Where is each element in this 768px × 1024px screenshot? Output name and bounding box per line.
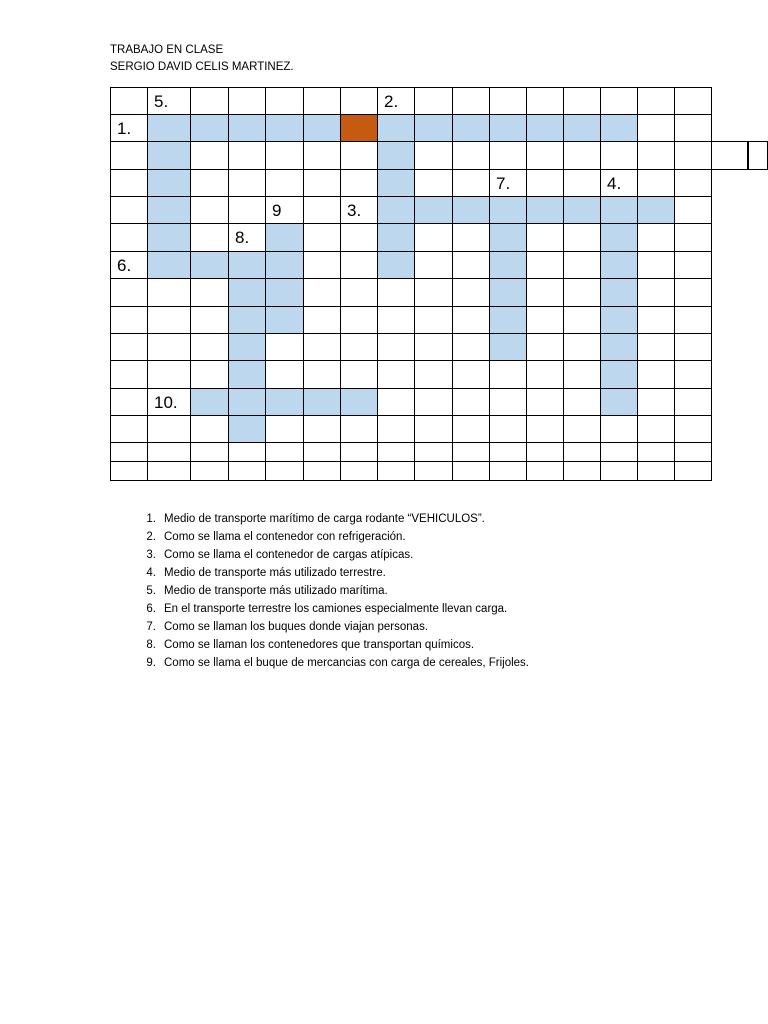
grid-cell bbox=[304, 279, 341, 307]
grid-cell bbox=[111, 389, 148, 416]
clue-text: Medio de transporte más utilizado marítima. bbox=[164, 585, 388, 597]
answer-cell bbox=[601, 197, 638, 224]
grid-cell bbox=[564, 462, 601, 481]
answer-cell bbox=[527, 197, 564, 224]
clue-text: Como se llaman los buques donde viajan personas. bbox=[164, 621, 429, 633]
answer-cell bbox=[341, 389, 378, 416]
grid-cell bbox=[111, 443, 148, 462]
clue-number-label: 3. bbox=[347, 201, 362, 220]
grid-cell bbox=[111, 224, 148, 252]
grid-cell bbox=[527, 334, 564, 361]
grid-cell bbox=[415, 224, 453, 252]
clue-number: 3. bbox=[146, 549, 156, 561]
grid-cell bbox=[638, 334, 675, 361]
grid-cell bbox=[378, 416, 415, 443]
answer-cell bbox=[453, 115, 490, 142]
grid-cell bbox=[415, 307, 453, 334]
grid-cell bbox=[638, 252, 675, 279]
grid-cell bbox=[111, 334, 148, 361]
grid-cell bbox=[675, 170, 712, 197]
answer-cell bbox=[490, 115, 527, 142]
grid-cell bbox=[304, 416, 341, 443]
answer-cell bbox=[229, 389, 266, 416]
grid-cell bbox=[148, 462, 191, 481]
grid-cell bbox=[191, 170, 229, 197]
grid-cell bbox=[266, 361, 304, 389]
grid-cell bbox=[638, 115, 675, 142]
grid-cell bbox=[601, 416, 638, 443]
grid-cell bbox=[304, 334, 341, 361]
grid-cell bbox=[341, 252, 378, 279]
clue-number: 5. bbox=[146, 585, 156, 597]
grid-cell bbox=[191, 279, 229, 307]
answer-cell bbox=[601, 224, 638, 252]
grid-cell bbox=[453, 334, 490, 361]
grid-cell bbox=[675, 197, 712, 224]
grid-cell bbox=[111, 307, 148, 334]
clue-item bbox=[120, 564, 760, 582]
grid-cell bbox=[229, 443, 266, 462]
grid-cell bbox=[415, 252, 453, 279]
answer-cell bbox=[490, 279, 527, 307]
clue-number-label: 5. bbox=[154, 92, 169, 111]
answer-cell bbox=[266, 115, 304, 142]
grid-cell bbox=[490, 142, 527, 170]
answer-cell bbox=[229, 115, 266, 142]
grid-cell bbox=[675, 443, 712, 462]
clue-number-label: 9 bbox=[272, 201, 282, 220]
grid-cell bbox=[453, 416, 490, 443]
answer-cell bbox=[638, 197, 675, 224]
answer-cell bbox=[601, 279, 638, 307]
answer-cell bbox=[191, 252, 229, 279]
grid-cell bbox=[304, 252, 341, 279]
answer-cell bbox=[266, 389, 304, 416]
grid-cell bbox=[564, 307, 601, 334]
grid-cell bbox=[453, 142, 490, 170]
grid-cell bbox=[148, 443, 191, 462]
grid-cell bbox=[675, 224, 712, 252]
grid-cell bbox=[601, 88, 638, 115]
grid-cell bbox=[229, 170, 266, 197]
clue-item bbox=[120, 600, 760, 618]
grid-cell bbox=[453, 462, 490, 481]
answer-cell bbox=[415, 115, 453, 142]
grid-cell bbox=[266, 142, 304, 170]
answer-cell bbox=[191, 115, 229, 142]
grid-cell bbox=[111, 416, 148, 443]
grid-cell bbox=[490, 462, 527, 481]
answer-cell bbox=[453, 197, 490, 224]
grid-cell bbox=[490, 416, 527, 443]
grid-cell bbox=[638, 416, 675, 443]
grid-cell bbox=[111, 170, 148, 197]
grid-cell bbox=[191, 88, 229, 115]
answer-cell bbox=[601, 115, 638, 142]
grid-cell bbox=[266, 443, 304, 462]
grid-cell bbox=[266, 88, 304, 115]
grid-cell bbox=[415, 389, 453, 416]
clue-item bbox=[120, 528, 760, 546]
grid-cell bbox=[564, 170, 601, 197]
answer-cell bbox=[601, 361, 638, 389]
grid-cell bbox=[304, 443, 341, 462]
grid-cell bbox=[527, 361, 564, 389]
grid-cell bbox=[564, 443, 601, 462]
grid-cell bbox=[564, 334, 601, 361]
grid-cell bbox=[341, 170, 378, 197]
grid-cell bbox=[341, 307, 378, 334]
grid-cell bbox=[266, 170, 304, 197]
answer-cell bbox=[229, 252, 266, 279]
grid-cell bbox=[453, 307, 490, 334]
grid-cell bbox=[111, 279, 148, 307]
answer-cell bbox=[304, 115, 341, 142]
clue-number: 8. bbox=[146, 639, 156, 651]
grid-cell bbox=[191, 416, 229, 443]
answer-cell bbox=[266, 224, 304, 252]
grid-cell bbox=[341, 416, 378, 443]
grid-cell bbox=[266, 416, 304, 443]
clue-number: 4. bbox=[146, 567, 156, 579]
clue-item bbox=[120, 582, 760, 600]
clue-number: 9. bbox=[146, 657, 156, 669]
answer-cell bbox=[148, 170, 191, 197]
grid-cell bbox=[341, 462, 378, 481]
answer-cell bbox=[266, 307, 304, 334]
grid-cell bbox=[564, 142, 601, 170]
clue-list bbox=[120, 510, 760, 672]
clue-item bbox=[120, 510, 760, 528]
grid-cell bbox=[415, 279, 453, 307]
answer-cell bbox=[378, 252, 415, 279]
grid-cell bbox=[675, 334, 712, 361]
grid-cell bbox=[453, 252, 490, 279]
answer-cell bbox=[229, 416, 266, 443]
grid-cell bbox=[564, 361, 601, 389]
grid-cell bbox=[415, 443, 453, 462]
clue-number-label: 1. bbox=[117, 119, 132, 138]
answer-cell bbox=[601, 252, 638, 279]
grid-cell bbox=[638, 361, 675, 389]
grid-cell bbox=[111, 361, 148, 389]
grid-cell bbox=[638, 307, 675, 334]
grid-cell bbox=[191, 462, 229, 481]
answer-cell bbox=[490, 197, 527, 224]
grid-cell bbox=[191, 142, 229, 170]
grid-cell bbox=[453, 224, 490, 252]
answer-cell bbox=[490, 334, 527, 361]
answer-cell bbox=[266, 279, 304, 307]
grid-cell bbox=[675, 115, 712, 142]
grid-cell bbox=[304, 142, 341, 170]
grid-cell bbox=[675, 462, 712, 481]
grid-cell bbox=[148, 416, 191, 443]
grid-cell bbox=[341, 443, 378, 462]
grid-cell bbox=[148, 279, 191, 307]
grid-cell bbox=[304, 170, 341, 197]
grid-cell bbox=[304, 88, 341, 115]
clue-text: En el transporte terrestre los camiones especialmente llevan carga. bbox=[164, 603, 508, 615]
grid-cell bbox=[378, 279, 415, 307]
grid-cell bbox=[191, 361, 229, 389]
clue-text: Medio de transporte más utilizado terrestre. bbox=[164, 567, 386, 579]
extra-grid-cell bbox=[749, 142, 768, 170]
grid-cell bbox=[601, 443, 638, 462]
grid-cell bbox=[229, 197, 266, 224]
grid-cell bbox=[453, 361, 490, 389]
grid-cell bbox=[453, 389, 490, 416]
grid-cell bbox=[378, 307, 415, 334]
clue-item bbox=[120, 618, 760, 636]
grid-cell bbox=[415, 462, 453, 481]
answer-cell bbox=[415, 197, 453, 224]
grid-cell bbox=[675, 279, 712, 307]
answer-cell bbox=[601, 307, 638, 334]
grid-cell bbox=[638, 462, 675, 481]
grid-cell bbox=[527, 416, 564, 443]
grid-cell bbox=[601, 142, 638, 170]
clue-number: 7. bbox=[146, 621, 156, 633]
grid-cell bbox=[638, 142, 675, 170]
grid-cell bbox=[191, 224, 229, 252]
answer-cell bbox=[304, 389, 341, 416]
answer-cell bbox=[378, 142, 415, 170]
answer-cell bbox=[490, 224, 527, 252]
grid-cell bbox=[564, 88, 601, 115]
grid-cell bbox=[527, 252, 564, 279]
grid-cell bbox=[111, 197, 148, 224]
answer-cell bbox=[378, 197, 415, 224]
grid-cell bbox=[229, 88, 266, 115]
grid-cell bbox=[341, 142, 378, 170]
grid-cell bbox=[415, 361, 453, 389]
answer-cell bbox=[527, 115, 564, 142]
grid-cell bbox=[415, 142, 453, 170]
answer-cell bbox=[378, 115, 415, 142]
grid-cell bbox=[564, 224, 601, 252]
grid-cell bbox=[415, 170, 453, 197]
answer-cell bbox=[229, 361, 266, 389]
grid-cell bbox=[378, 361, 415, 389]
grid-cell bbox=[527, 170, 564, 197]
grid-cell bbox=[415, 416, 453, 443]
grid-cell bbox=[638, 279, 675, 307]
clue-item bbox=[120, 546, 760, 564]
grid-cell bbox=[490, 361, 527, 389]
grid-cell bbox=[378, 334, 415, 361]
answer-cell bbox=[266, 252, 304, 279]
answer-cell bbox=[378, 224, 415, 252]
grid-cell bbox=[191, 197, 229, 224]
grid-cell bbox=[675, 142, 712, 170]
grid-cell bbox=[675, 252, 712, 279]
grid-cell bbox=[148, 307, 191, 334]
highlight-cell bbox=[341, 115, 378, 142]
clue-text: Medio de transporte marítimo de carga rodante “VEHICULOS”. bbox=[164, 513, 485, 525]
answer-cell bbox=[564, 197, 601, 224]
answer-cell bbox=[148, 224, 191, 252]
crossword-grid bbox=[0, 0, 768, 500]
grid-cell bbox=[490, 389, 527, 416]
grid-cell bbox=[304, 197, 341, 224]
grid-cell bbox=[527, 307, 564, 334]
clue-number-label: 8. bbox=[235, 228, 250, 247]
grid-cell bbox=[453, 88, 490, 115]
clue-number-label: 6. bbox=[117, 256, 132, 275]
grid-cell bbox=[564, 279, 601, 307]
clue-text: Como se llama el contenedor de cargas atípicas. bbox=[164, 549, 414, 561]
answer-cell bbox=[148, 142, 191, 170]
grid-cell bbox=[148, 361, 191, 389]
grid-cell bbox=[564, 252, 601, 279]
grid-cell bbox=[304, 307, 341, 334]
answer-cell bbox=[148, 115, 191, 142]
answer-cell bbox=[490, 307, 527, 334]
clue-item bbox=[120, 654, 760, 672]
grid-cell bbox=[638, 443, 675, 462]
answer-cell bbox=[148, 197, 191, 224]
extra-grid-cell bbox=[712, 142, 748, 170]
grid-cell bbox=[111, 462, 148, 481]
grid-cell bbox=[304, 224, 341, 252]
grid-cell bbox=[415, 88, 453, 115]
worksheet-title: TRABAJO EN CLASE bbox=[110, 44, 224, 56]
clue-text: Como se llama el contenedor con refrigeración. bbox=[164, 531, 406, 543]
grid-cell bbox=[527, 443, 564, 462]
clue-number: 6. bbox=[146, 603, 156, 615]
clue-text: Como se llaman los contenedores que transportan químicos. bbox=[164, 639, 475, 651]
answer-cell bbox=[601, 389, 638, 416]
clue-number: 2. bbox=[146, 531, 156, 543]
answer-cell bbox=[191, 389, 229, 416]
clue-number-label: 2. bbox=[384, 92, 399, 111]
answer-cell bbox=[229, 334, 266, 361]
grid-cell bbox=[564, 389, 601, 416]
clue-number: 1. bbox=[146, 513, 156, 525]
grid-cell bbox=[111, 88, 148, 115]
grid-cell bbox=[378, 389, 415, 416]
grid-cell bbox=[601, 462, 638, 481]
grid-cell bbox=[527, 462, 564, 481]
grid-cell bbox=[675, 361, 712, 389]
answer-cell bbox=[148, 252, 191, 279]
answer-cell bbox=[490, 252, 527, 279]
grid-cell bbox=[527, 389, 564, 416]
answer-cell bbox=[229, 279, 266, 307]
clue-text: Como se llama el buque de mercancias con carga de cereales, Frijoles. bbox=[164, 657, 529, 669]
grid-cell bbox=[341, 361, 378, 389]
grid-cell bbox=[266, 334, 304, 361]
grid-cell bbox=[304, 462, 341, 481]
grid-cell bbox=[675, 389, 712, 416]
grid-cell bbox=[341, 334, 378, 361]
grid-cell bbox=[675, 88, 712, 115]
answer-cell bbox=[378, 170, 415, 197]
grid-cell bbox=[453, 443, 490, 462]
grid-cell bbox=[341, 279, 378, 307]
grid-cell bbox=[527, 142, 564, 170]
grid-cell bbox=[564, 416, 601, 443]
grid-cell bbox=[638, 88, 675, 115]
grid-cell bbox=[378, 443, 415, 462]
clue-item bbox=[120, 636, 760, 654]
grid-cell bbox=[191, 334, 229, 361]
grid-cell bbox=[675, 416, 712, 443]
grid-cell bbox=[304, 361, 341, 389]
student-name: SERGIO DAVID CELIS MARTINEZ. bbox=[110, 61, 294, 73]
grid-cell bbox=[527, 224, 564, 252]
grid-cell bbox=[415, 334, 453, 361]
grid-cell bbox=[675, 307, 712, 334]
clue-number-label: 10. bbox=[154, 393, 178, 412]
grid-cell bbox=[527, 88, 564, 115]
grid-cell bbox=[341, 88, 378, 115]
grid-cell bbox=[111, 142, 148, 170]
grid-cell bbox=[266, 462, 304, 481]
grid-cell bbox=[229, 142, 266, 170]
answer-cell bbox=[601, 334, 638, 361]
grid-cell bbox=[490, 88, 527, 115]
clue-number-label: 7. bbox=[496, 174, 511, 193]
grid-cell bbox=[229, 462, 266, 481]
grid-cell bbox=[638, 224, 675, 252]
grid-cell bbox=[453, 170, 490, 197]
grid-cell bbox=[490, 443, 527, 462]
grid-cell bbox=[378, 462, 415, 481]
grid-cell bbox=[453, 279, 490, 307]
grid-cell bbox=[638, 170, 675, 197]
grid-cell bbox=[527, 279, 564, 307]
grid-cell bbox=[191, 443, 229, 462]
grid-cell bbox=[341, 224, 378, 252]
answer-cell bbox=[229, 307, 266, 334]
grid-cell bbox=[148, 334, 191, 361]
grid-cell bbox=[191, 307, 229, 334]
answer-cell bbox=[564, 115, 601, 142]
grid-cell bbox=[638, 389, 675, 416]
clue-number-label: 4. bbox=[607, 174, 622, 193]
